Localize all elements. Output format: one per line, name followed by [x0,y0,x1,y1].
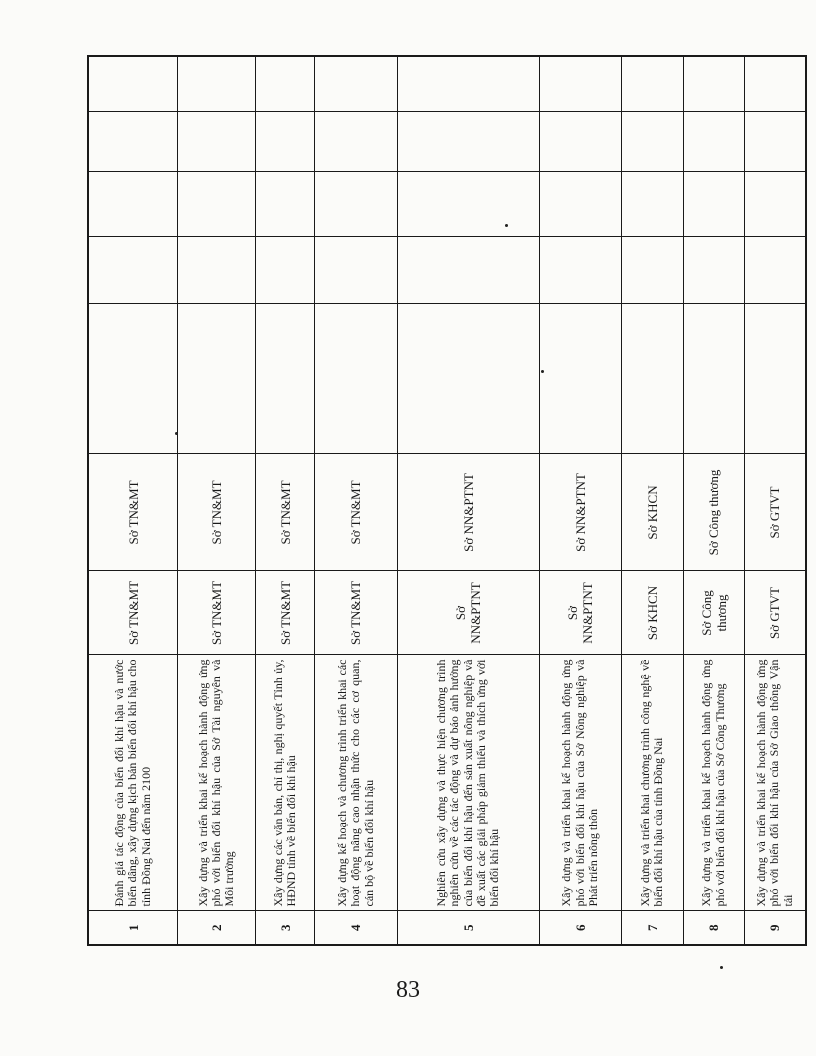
empty-cell [622,56,683,112]
managing-unit-cell: Sở KHCN [622,454,683,571]
row-number-cell: 2 [178,911,256,945]
managing-unit-cell: Sở Công thương [683,454,744,571]
empty-cell [683,56,744,112]
managing-unit-cell: Sở NN&PTNT [539,454,622,571]
empty-cell [256,172,315,237]
empty-cell [622,112,683,172]
row-number-cell: 6 [539,911,622,945]
empty-cell [88,304,178,454]
empty-cell [256,56,315,112]
task-cell: Xây dựng và triển khai kế hoạch hành động ứng phó với biến đổi khí hậu của Sở Nông nghiệp và Phát triển nông thôn [539,655,622,911]
empty-cell [622,172,683,237]
lead-unit-cell: Sở TN&MT [256,571,315,655]
scan-speck [541,370,544,373]
empty-cell [256,112,315,172]
empty-cell [683,112,744,172]
lead-unit-cell: Sở TN&MT [88,571,178,655]
task-cell: Xây dựng và triển khai kế hoạch hành động ứng phó với biến đổi khí hậu của Sở Công Thương [683,655,744,911]
row-number-cell: 7 [622,911,683,945]
lead-unit-cell: Sở KHCN [622,571,683,655]
empty-cell [256,237,315,304]
table-row [622,56,683,945]
empty-cell [539,56,622,112]
empty-cell [539,112,622,172]
empty-cell [256,304,315,454]
empty-cell [539,237,622,304]
managing-unit-cell: Sở TN&MT [256,454,315,571]
empty-cell [315,56,398,112]
row-number-cell: 5 [397,911,539,945]
empty-cell [178,237,256,304]
managing-unit-cell: Sở NN&PTNT [397,454,539,571]
empty-cell [178,112,256,172]
managing-unit-cell: Sở TN&MT [315,454,398,571]
lead-unit-cell: Sở Công thương [683,571,744,655]
empty-cell [315,112,398,172]
row-number-cell: 8 [683,911,744,945]
empty-cell [315,237,398,304]
empty-cell [178,172,256,237]
managing-unit-cell: Sở TN&MT [178,454,256,571]
empty-cell [397,112,539,172]
empty-cell [745,172,806,237]
lead-unit-cell: Sở NN&PTNT [397,571,539,655]
empty-cell [397,304,539,454]
task-cell: Xây dựng và triển khai kế hoạch hành động ứng phó với biến đổi khí hậu của Sở Giao thông Vận tải [745,655,806,911]
task-table [87,55,807,946]
empty-cell [622,304,683,454]
lead-unit-cell: Sở GTVT [745,571,806,655]
scan-speck [505,224,508,227]
empty-cell [315,172,398,237]
empty-cell [315,304,398,454]
table-row [315,56,398,945]
managing-unit-cell: Sở TN&MT [88,454,178,571]
empty-cell [683,237,744,304]
empty-cell [178,56,256,112]
empty-cell [88,172,178,237]
empty-cell [397,56,539,112]
table-row [539,56,622,945]
page-number: 83 [396,977,420,1003]
rotated-table-wrapper [87,57,807,946]
lead-unit-cell: Sở TN&MT [178,571,256,655]
managing-unit-cell: Sở GTVT [745,454,806,571]
scan-speck [175,432,178,435]
empty-cell [88,56,178,112]
empty-cell [88,112,178,172]
empty-cell [539,172,622,237]
scan-speck [720,966,723,969]
row-number-cell: 1 [88,911,178,945]
table-row [397,56,539,945]
empty-cell [622,237,683,304]
empty-cell [745,237,806,304]
empty-cell [745,112,806,172]
empty-cell [539,304,622,454]
table-row [256,56,315,945]
table-row [745,56,806,945]
task-cell: Nghiên cứu xây dựng và thực hiện chương trình nghiên cứu về các tác động và dự báo ảnh hưởng của biến đổi khí hậu đến sản xuất nông nghiệp và đề xuất các giải pháp giảm thiểu và thích ứng với biến đổi khí hậu [397,655,539,911]
row-number-cell: 4 [315,911,398,945]
task-cell: Xây dựng kế hoạch và chương trình triển khai các hoạt động nâng cao nhận thức cho các cơ quan, cán bộ về biến đổi khí hậu [315,655,398,911]
lead-unit-cell: Sở TN&MT [315,571,398,655]
table-row [683,56,744,945]
table-row [88,56,178,945]
row-number-cell: 9 [745,911,806,945]
table-body [88,56,806,945]
empty-cell [397,237,539,304]
lead-unit-cell: Sở NN&PTNT [539,571,622,655]
empty-cell [178,304,256,454]
task-cell: Xây dựng và triển khai chương trình công nghệ về biến đổi khí hậu của tỉnh Đồng Nai [622,655,683,911]
table-row [178,56,256,945]
empty-cell [88,237,178,304]
row-number-cell: 3 [256,911,315,945]
empty-cell [745,56,806,112]
task-cell: Đánh giá tác động của biến đổi khí hậu và nước biển dâng, xây dựng kịch bản biến đổi khí hậu cho tỉnh Đồng Nai đến năm 2100 [88,655,178,911]
empty-cell [397,172,539,237]
empty-cell [745,304,806,454]
task-cell: Xây dựng và triển khai kế hoạch hành động ứng phó với biến đổi khí hậu của Sở Tài nguyên và Môi trường [178,655,256,911]
empty-cell [683,172,744,237]
empty-cell [683,304,744,454]
task-cell: Xây dựng các văn bản, chỉ thị, nghị quyết Tỉnh ủy, HĐND tỉnh về biến đổi khí hậu [256,655,315,911]
